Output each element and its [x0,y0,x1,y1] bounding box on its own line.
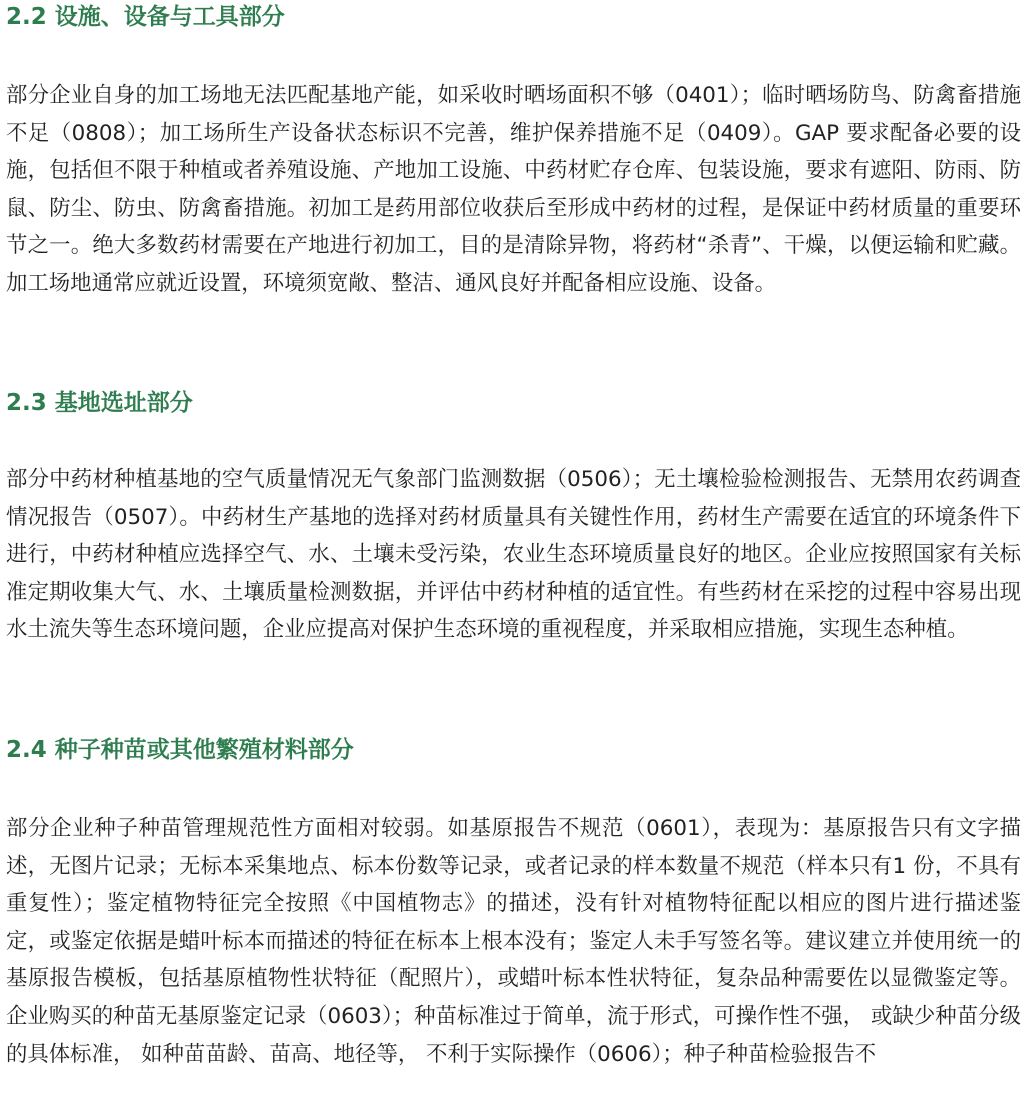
section-heading-2-2: 2.2 设施、设备与工具部分 [6,4,285,30]
section-paragraph-2-4: 部分企业种子种苗管理规范性方面相对较弱。如基原报告不规范（0601），表现为：基原报告只有文字描述，无图片记录；无标本采集地点、标本份数等记录，或者记录的样本数量不规范（样本只有1 份，不具有重复性）；鉴定植物特征完全按照《中国植物志》的描述，没有针对植物特征配以相应的图片进行描述鉴定，或鉴定依据是蜡叶标本而描述的特征在标本上根本没有；鉴定人未手写签名等。建议建立并使用统一的基原报告模板，包括基原植物性状特征（配照片），或蜡叶标本性状特征，复杂品种需要佐以显微鉴定等。企业购买的种苗无基原鉴定记录（0603）；种苗标准过于简单，流于形式，可操作性不强， 或缺少种苗分级的具体标准， 如种苗苗龄、苗高、地径等， 不利于实际操作（0606）；种子种苗检验报告不 [6,816,1021,1067]
section-paragraph-2-3: 部分中药材种植基地的空气质量情况无气象部门监测数据（0506）；无土壤检验检测报告、无禁用农药调查情况报告（0507）。中药材生产基地的选择对药材质量具有关键性作用，药材生产需要在适宜的环境条件下进行，中药材种植应选择空气、水、土壤未受污染，农业生态环境质量良好的地区。企业应按照国家有关标准定期收集大气、水、土壤质量检测数据，并评估中药材种植的适宜性。有些药材在采挖的过程中容易出现水土流失等生态环境问题，企业应提高对保护生态环境的重视程度，并采取相应措施，实现生态种植。 [6,467,1021,643]
section-paragraph-2-2: 部分企业自身的加工场地无法匹配基地产能，如采收时晒场面积不够（0401）；临时晒场防鸟、防禽畜措施不足（0808）；加工场所生产设备状态标识不完善，维护保养措施不足（0409）。GAP 要求配备必要的设施，包括但不限于种植或者养殖设施、产地加工设施、中药材贮存仓库、包装设施，要求有遮阳、防雨、防鼠、防尘、防虫、防禽畜措施。初加工是药用部位收获后至形成中药材的过程，是保证中药材质量的重要环节之一。绝大多数药材需要在产地进行初加工，目的是清除异物，将药材“杀青”、干燥，以便运输和贮藏。加工场地通常应就近设置，环境须宽敞、整洁、通风良好并配备相应设施、设备。 [6,83,1021,296]
section-heading-2-4: 2.4 种子种苗或其他繁殖材料部分 [6,737,354,763]
section-heading-2-3: 2.3 基地选址部分 [6,390,193,416]
